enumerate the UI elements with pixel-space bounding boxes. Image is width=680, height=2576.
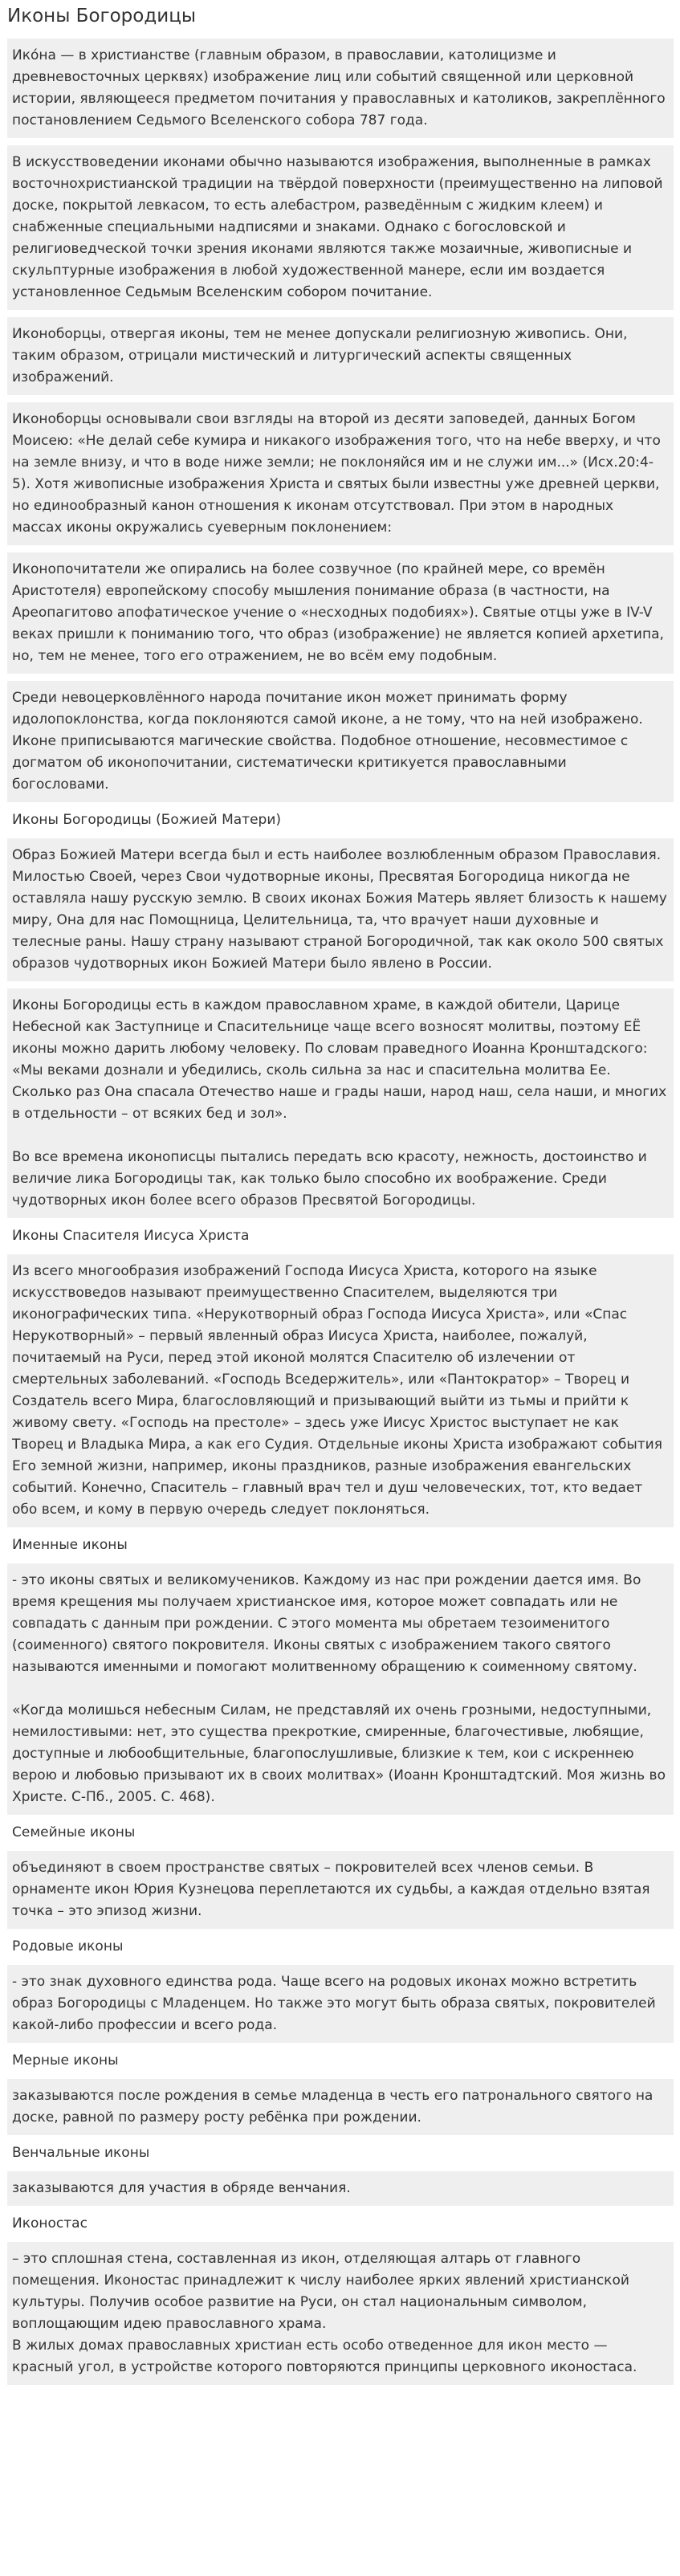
paragraph-theotokos-image: Образ Божией Матери всегда был и есть наиболее возлюбленным образом Православия. Милостью Своей, через Свои чудотворные иконы, Пресвятая Богородица никогда не оставляла нашу русскую землю. В своих иконах Божия Матерь являет близость к нашему миру, Она для нас Помощница, Целительница, та, что врачует наши духовные и телесные раны. Нашу страну называют страной Богородичной, так как около 500 святых образов чудотворных икон Божией Матери было явлено в России.: [7, 838, 674, 981]
section-heading-measured-icons: Мерные иконы: [12, 2052, 119, 2069]
section-heading-ancestral-icons: Родовые иконы: [12, 1938, 124, 1954]
paragraph-commandment: Иконоборцы основывали свои взгляды на второй из десяти заповедей, данных Богом Моисею: «Не делай себе кумира и никакого изображения того, что на небе вверху, и что на земле внизу, и что в воде ниже земли; не поклоняйся им и не служи им...» (Исх.20:4-5). Хотя живописные изображения Христа и святых были известны уже древней церкви, но единообразный канон отношения к иконам отсутствовал. При этом в народных массах иконы окружались суеверным поклонением:: [7, 402, 674, 545]
paragraph-family-icons: объединяют в своем пространстве святых – покровителей всех членов семьи. В орнаменте икон Юрия Кузнецова переплетаются их судьбы, а каждая отдельно взятая точка – это эпизод жизни.: [7, 1851, 674, 1929]
paragraph-savior: Из всего многообразия изображений Господа Иисуса Христа, которого на языке искусствоведов называют преимущественно Спасителем, выделяются три иконографических типа. «Нерукотворный образ Господа Иисуса Христа», или «Спас Нерукотворный» – первый явленный образ Иисуса Христа, наиболее, пожалуй, почитаемый на Руси, перед этой иконой молятся Спасителю об излечении от смертельных заболеваний. «Господь Вседержитель», или «Пантократор» – Творец и Создатель всего Мира, благословляющий и призывающий выйти из тьмы и прийти к живому свету. «Господь на престоле» – здесь уже Иисус Христос выступает не как Творец и Владыка Мира, а как его Судия. Отдельные иконы Христа изображают события Его земной жизни, например, иконы праздников, разные изображения евангельских событий. Конечно, Спаситель – главный врач тел и душ человеческих, тот, кто ведает обо всем, и кому в первую очередь следует поклоняться.: [7, 1254, 674, 1527]
section-heading-savior: Иконы Спасителя Иисуса Христа: [12, 1228, 250, 1244]
paragraph-measured-icons: заказываются после рождения в семье младенца в честь его патронального святого на доске, равной по размеру росту ребёнка при рождении.: [7, 2079, 674, 2135]
section-heading-family-icons: Семейные иконы: [12, 1824, 136, 1840]
paragraph-iconoclasts: Иконоборцы, отвергая иконы, тем не менее допускали религиозную живопись. Они, таким образом, отрицали мистический и литургический аспекты священных изображений.: [7, 317, 674, 395]
paragraph-wedding-icons: заказываются для участия в обряде венчания.: [7, 2171, 674, 2206]
section-heading-theotokos: Иконы Богородицы (Божией Матери): [12, 812, 282, 828]
section-heading-wedding-icons: Венчальные иконы: [12, 2145, 150, 2161]
paragraph-iconostasis: – это сплошная стена, составленная из икон, отделяющая алтарь от главного помещения. Иконостас принадлежит к числу наиболее ярких явлений христианской культуры. Получив особое развитие на Руси, он стал национальным символом, воплощающим идею православного храма. В жилых домах православных христиан есть особо отведенное для икон место — красный угол, в устройстве которого повторяются принципы церковного иконостаса.: [7, 2242, 674, 2385]
paragraph-idolatry: Среди невоцерковлённого народа почитание икон может принимать форму идолопоклонства, когда поклоняются самой иконе, а не тому, что на ней изображено. Иконе приписываются магические свойства. Подобное отношение, несовместимое с догматом об иконопочитании, систематически критикуется православными богословами.: [7, 681, 674, 802]
page-title: Иконы Богородицы: [7, 6, 197, 26]
paragraph-art-history: В искусствоведении иконами обычно называются изображения, выполненные в рамках восточнохристианской традиции на твёрдой поверхности (преимущественно на липовой доске, покрытой левкасом, то есть алебастром, разведённым с жидким клеем) и снабженные специальными надписями и знаками. Однако с богословской и религиоведческой точки зрения иконами являются также мозаичные, живописные и скульптурные изображения в любой художественной манере, если им воздается установленное Седьмым Вселенским собором почитание.: [7, 145, 674, 310]
paragraph-ancestral-icons: - это знак духовного единства рода. Чаще всего на родовых иконах можно встретить образ Богородицы с Младенцем. Но также это могут быть образа святых, покровителей какой-либо профессии и всего рода.: [7, 1965, 674, 2043]
paragraph-name-icons: - это иконы святых и великомучеников. Каждому из нас при рождении дается имя. Во время крещения мы получаем христианское имя, которое может совпадать или не совпадать с данным при рождении. С этого момента мы обретаем тезоименитого (соименного) святого покровителя. Иконы святых с изображением такого святого называются именными и помогают молитвенному обращению к соименному святому. «Когда молишься небесным Силам, не представляй их очень грозными, недоступными, немилостивыми: нет, это существа прекроткие, смиренные, благочестивые, любящие, доступные и любообщительные, благопослушливые, близкие к тем, кои с искреннею верою и любовью призывают их в своих молитвах» (Иоанн Кронштадтский. Моя жизнь во Христе. С-Пб., 2005. С. 468).: [7, 1563, 674, 1815]
section-heading-name-icons: Именные иконы: [12, 1537, 128, 1553]
paragraph-theotokos-churches: Иконы Богородицы есть в каждом православном храме, в каждой обители, Царице Небесной как Заступнице и Спасительнице чаще всего возносят молитвы, поэтому ЕЁ иконы можно дарить любому человеку. По словам праведного Иоанна Кронштадского: «Мы веками дознали и убедились, сколь сильна за нас и спасительна молитва Ее. Сколько раз Она спасала Отечество наше и грады наши, народ наш, села наши, и многих в отдельности – от всяких бед и зол». Во все времена иконописцы пытались передать всю красоту, нежность, достоинство и величие лика Богородицы так, как только было способно их воображение. Среди чудотворных икон более всего образов Пресвятой Богородицы.: [7, 988, 674, 1218]
paragraph-intro: Ико́на — в христианстве (главным образом, в православии, католицизме и древневосточных церквях) изображение лиц или событий священной или церковной истории, являющееся предметом почитания у православных и католиков, закреплённого постановлением Седьмого Вселенского собора 787 года.: [7, 39, 674, 138]
paragraph-iconodules: Иконопочитатели же опирались на более созвучное (по крайней мере, со времён Аристотеля) европейскому способу мышления понимание образа (в частности, на Ареопагитово апофатическое учение о «несходных подобиях»). Святые отцы уже в IV-V веках пришли к пониманию того, что образ (изображение) не является копией архетипа, но, тем не менее, того его отражением, не во всём ему подобным.: [7, 552, 674, 674]
section-heading-iconostasis: Иконостас: [12, 2215, 88, 2232]
